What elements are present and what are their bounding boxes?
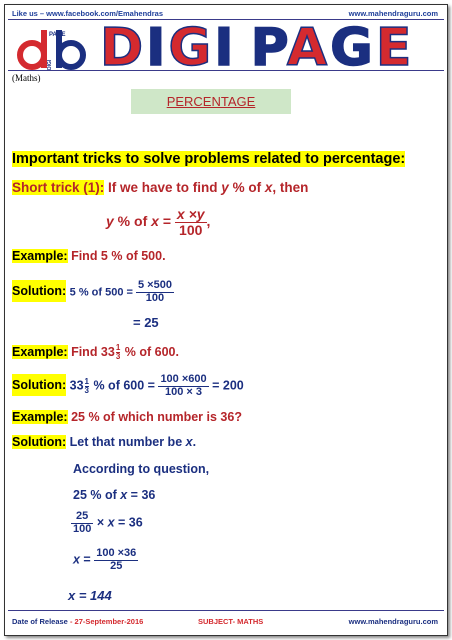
step-equation-1	[73, 488, 155, 502]
solution-1-fraction	[136, 280, 174, 304]
footer-release-date: - 27-September-2016	[67, 617, 144, 626]
example-2-mixed-num: 1	[115, 343, 121, 352]
example-2	[12, 344, 179, 361]
facebook-link[interactable]: Like us – www.facebook.com/Emahendras	[12, 9, 164, 18]
solution-2-denominator: 100 × 3	[165, 385, 203, 398]
step-4-denominator: 25	[110, 559, 123, 572]
step-equation-2	[71, 511, 143, 535]
footer-website-link[interactable]: www.mahendraguru.com	[348, 617, 438, 626]
step-2-var: x	[120, 488, 128, 502]
solution-2-mixed-num: 1	[84, 376, 89, 386]
footer-release-label: Date of Release	[12, 617, 68, 626]
solution-1-label: Solution:	[12, 280, 66, 302]
title-letter: I	[146, 18, 169, 78]
solution-2	[12, 374, 244, 398]
step-equation-3	[73, 548, 138, 572]
step-final-answer: x = 144	[68, 588, 112, 603]
solution-2-fraction	[158, 374, 208, 398]
step-4-numerator: 100 ×36	[96, 547, 137, 559]
footer-subject: SUBJECT- MATHS	[198, 617, 264, 626]
header-website-link[interactable]: www.mahendraguru.com	[348, 9, 438, 18]
solution-2-pre: 33	[69, 378, 84, 393]
formula-lhs-of: % of	[113, 212, 152, 229]
logo-digi-text: DIGI	[47, 59, 53, 70]
formula-tail: ,	[206, 212, 211, 229]
solution-3-label: Solution:	[12, 435, 67, 449]
step-2-post: = 36	[127, 488, 156, 502]
solution-2-result: = 200	[208, 378, 244, 393]
title-divider	[8, 70, 444, 71]
solution-2-mid: % of 600 =	[90, 378, 159, 393]
solution-3	[12, 435, 196, 449]
solution-2-numerator: 100 ×600	[160, 373, 207, 385]
example-3-text: 25 % of which number is 36?	[71, 410, 242, 424]
trick-text-2: % of	[228, 180, 265, 195]
example-2-pre: Find 33	[71, 344, 115, 359]
title-letter: A	[286, 18, 331, 78]
solution-2-mixed-fraction	[85, 378, 89, 395]
formula-denominator: 100	[179, 221, 203, 238]
footer-release	[12, 617, 143, 626]
solution-1-lhs: 5 % of 500 =	[69, 286, 136, 299]
trick-formula	[106, 207, 210, 237]
solution-1	[12, 280, 174, 304]
short-trick-label: Short trick (1):	[12, 180, 105, 195]
step-3-var: x	[107, 515, 115, 530]
intro-heading	[12, 151, 405, 167]
formula-numerator: x ×y	[176, 206, 205, 222]
digi-page-logo-icon	[16, 24, 94, 74]
step-3-numerator: 25	[71, 511, 93, 524]
logo-page-text: PAGE	[49, 32, 66, 38]
example-2-mixed-fraction	[116, 344, 120, 361]
intro-heading-text: Important tricks to solve problems related to percentage:	[12, 151, 406, 167]
trick-text-1: If we have to find	[108, 180, 222, 195]
title-letter: D	[100, 18, 147, 78]
example-2-post: % of 600.	[121, 344, 179, 359]
step-2-pre: 25 % of	[73, 488, 121, 502]
step-4-fraction	[94, 548, 138, 572]
short-trick-line	[12, 180, 308, 195]
step-4-eq: =	[79, 552, 95, 567]
solution-2-label: Solution:	[12, 374, 66, 396]
trick-x: x	[264, 180, 273, 195]
solution-1-numerator: 5 ×500	[137, 279, 172, 291]
topic-title: PERCENTAGE	[131, 89, 291, 114]
formula-lhs-eq: =	[158, 212, 175, 229]
formula-lhs-x: x	[151, 212, 159, 229]
step-according: According to question,	[73, 462, 210, 476]
solution-3-end: .	[192, 435, 197, 449]
example-1	[12, 249, 166, 263]
step-3-post: = 36	[114, 515, 143, 530]
footer-divider	[8, 610, 444, 611]
example-3-label: Example:	[12, 410, 68, 424]
trick-y: y	[221, 180, 229, 195]
solution-3-text: Let that number be	[69, 435, 186, 449]
title-letter: I	[214, 18, 237, 78]
subject-tag: (Maths)	[12, 73, 41, 83]
title-letter: G	[330, 18, 376, 78]
step-3-denominator: 100	[73, 522, 92, 535]
trick-text-3: , then	[272, 180, 309, 195]
step-3-mid: ×	[93, 515, 108, 530]
step-4-var: x	[73, 552, 80, 567]
title-letter: G	[168, 18, 215, 78]
solution-3-var: x	[185, 435, 193, 449]
digi-page-title	[100, 20, 414, 76]
solution-1-denominator: 100	[145, 291, 165, 304]
formula-fraction	[175, 207, 207, 237]
solution-2-mixed-den: 3	[84, 385, 89, 395]
title-letter: E	[375, 18, 415, 78]
title-letter: P	[250, 18, 287, 78]
example-2-label: Example:	[12, 344, 68, 359]
example-1-label: Example:	[12, 249, 68, 263]
formula-lhs-y: y	[106, 212, 114, 229]
example-1-text: Find 5 % of 500.	[71, 249, 166, 263]
step-3-fraction	[71, 511, 93, 535]
solution-1-result: = 25	[133, 315, 159, 330]
example-3	[12, 410, 242, 424]
example-2-mixed-den: 3	[115, 352, 121, 361]
